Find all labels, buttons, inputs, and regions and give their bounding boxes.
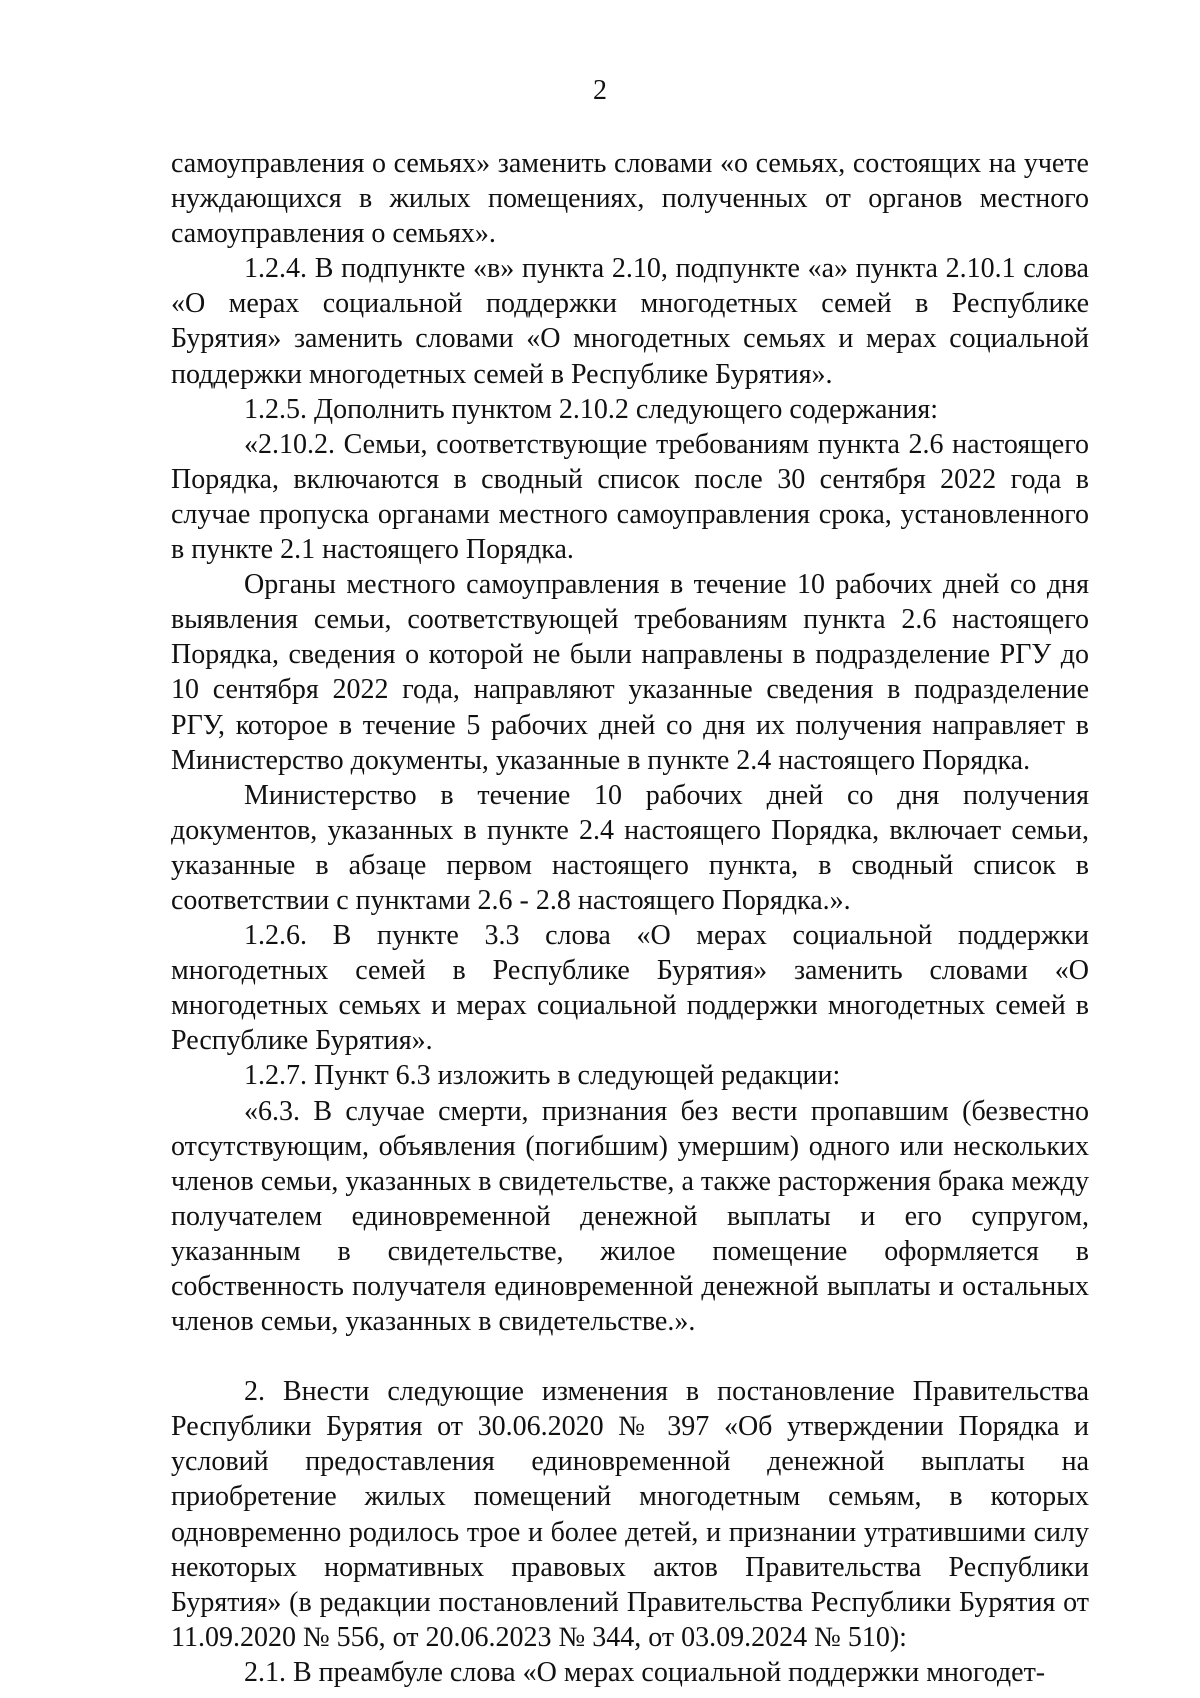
page-number: 2 — [593, 75, 607, 106]
paragraph-ministry: Министерство в течение 10 рабочих дней со дня получения документов, указанных в пункте 2.4 настоящего Порядка, включает семьи, указанные в абзаце первом настоящего пункта, в сводный список в соответствии с пунктами 2.6 - 2.8 настоящего Порядка.». — [171, 779, 1089, 916]
paragraph-2: 2. Внести следующие изменения в постановление Правительства Республики Бурятия от 30.06.2020 № 397 «Об утверждении Порядка и условий предоставления единовременной денежной выплаты на приобретение жилых помещений многодетным семьям, в которых одновременно родилось трое и более детей, и признании утратившими силу некоторых нормативных правовых актов Правительства Республики Бурятия» (в редакции постановлений Правительства Республики Бурятия от 11.09.2020 № 556, от 20.06.2023 № 344, от 03.09.2024 № 510): — [171, 1376, 1089, 1653]
document-body — [171, 146, 1089, 1690]
paragraph-continuation: самоуправления о семьях» заменить словами «о семьях, состоящих на учете нуждающихся в жилых помещениях, полученных от органов местного самоуправления о семьях». — [171, 148, 1089, 250]
paragraph-1-2-5: 1.2.5. Дополнить пунктом 2.10.2 следующего содержания: — [244, 393, 939, 425]
paragraph-spacer — [171, 1339, 1089, 1374]
paragraph-local-authorities: Органы местного самоуправления в течение 10 рабочих дней со дня выявления семьи, соответствующей требованиям пункта 2.6 настоящего Порядка, сведения о которой не были направлены в подразделение РГУ до 10 сентября 2022 года, направляют указанные сведения в подразделение РГУ, которое в течение 5 рабочих дней со дня их получения направляет в Министерство документы, указанные в пункте 2.4 настоящего Порядка. — [171, 569, 1089, 776]
paragraph-1-2-6: 1.2.6. В пункте 3.3 слова «О мерах социальной поддержки многодетных семей в Республике Бурятия» заменить словами «О многодетных семьях и мерах социальной поддержки многодетных семей в Республике Бурятия». — [171, 920, 1089, 1057]
paragraph-1-2-4: 1.2.4. В подпункте «в» пункта 2.10, подпункте «а» пункта 2.10.1 слова «О мерах социальной поддержки многодетных семей в Республике Бурятия» заменить словами «О многодетных семьях и мерах социальной поддержки многодетных семей в Республике Бурятия». — [171, 253, 1089, 390]
paragraph-2-1: 2.1. В преамбуле слова «О мерах социальной поддержки многодет- — [244, 1656, 1046, 1688]
paragraph-1-2-7: 1.2.7. Пункт 6.3 изложить в следующей редакции: — [244, 1060, 841, 1092]
paragraph-6-3: «6.3. В случае смерти, признания без вести пропавшим (безвестно отсутствующим, объявления (погибшим) умершим) одного или нескольких членов семьи, указанных в свидетельстве, а также расторжения брака между получателем единовременной денежной выплаты и его супругом, указанным в свидетельстве, жилое помещение оформляется в собственность получателя единовременной денежной выплаты и остальных членов семьи, указанных в свидетельстве.». — [171, 1095, 1089, 1338]
paragraph-2-10-2: «2.10.2. Семьи, соответствующие требованиям пункта 2.6 настоящего Порядка, включаются в сводный список после 30 сентября 2022 года в случае пропуска органами местного самоуправления срока, установленного в пункте 2.1 настоящего Порядка. — [171, 428, 1089, 566]
